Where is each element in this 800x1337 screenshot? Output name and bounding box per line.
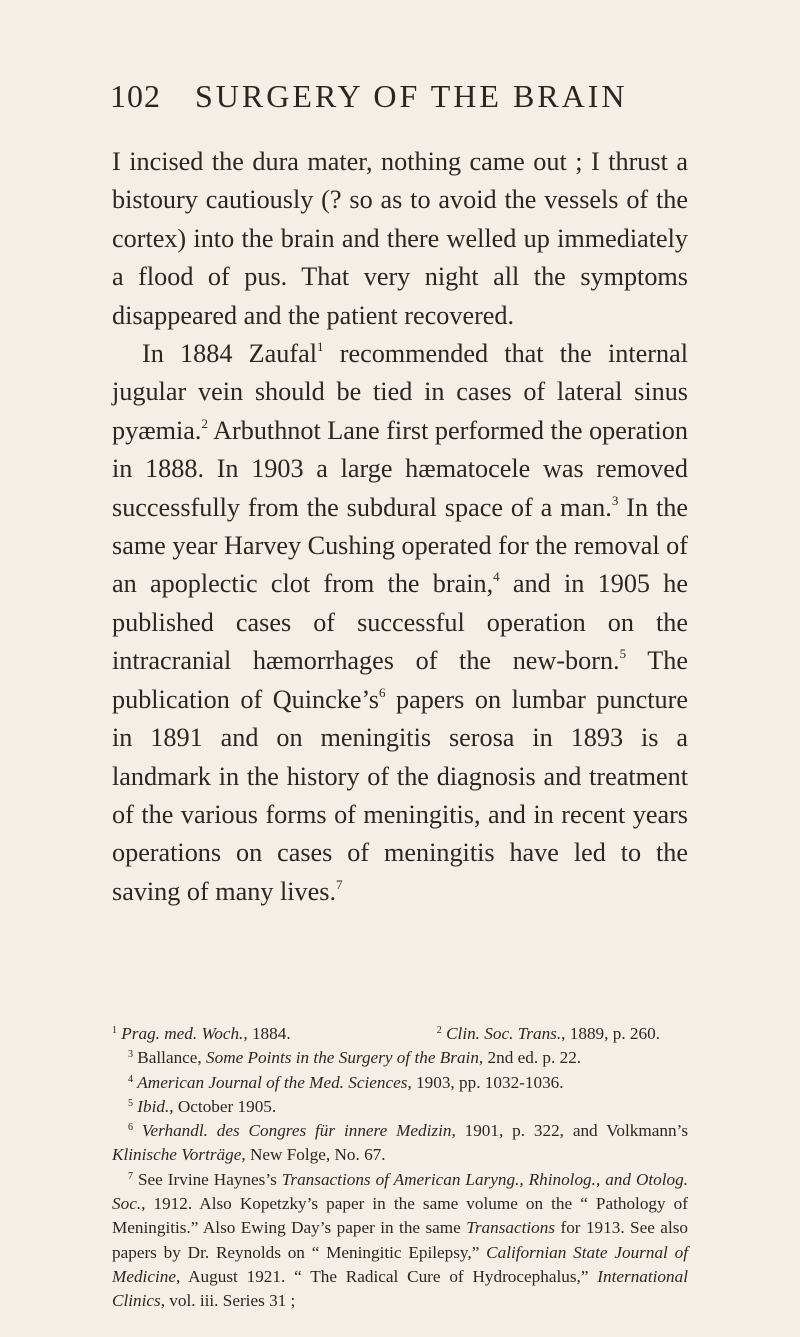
footnote-text: , vol. iii. Series 31 ;	[160, 1291, 296, 1311]
footnote-text: , 1901, p. 322, and Volkmann’s	[451, 1121, 689, 1141]
footnote-row	[112, 1022, 688, 1046]
footnote-3	[112, 1046, 688, 1070]
footnote-source: Ibid.	[137, 1096, 170, 1116]
footnote-ref-2[interactable]: 2	[201, 415, 208, 431]
footnote-number: 6	[128, 1122, 133, 1134]
footnote-text: , 1889, p. 260.	[561, 1024, 660, 1043]
text-run: Arbuthnot Lane first performed the operation in 1888. In 1903 a large hæmatocele was removed successfully from the subdural space of a man.	[112, 415, 688, 522]
footnote-source: Californian State Journal of Medicine	[112, 1242, 688, 1286]
body-text	[112, 143, 688, 911]
footnote-source: International Clinics	[112, 1266, 688, 1311]
footnote-number: 1	[112, 1025, 117, 1036]
footnote-2	[437, 1022, 660, 1046]
footnote-6	[112, 1119, 688, 1168]
footnote-number: 7	[128, 1170, 133, 1182]
footnote-text: , 2nd ed. p. 22.	[478, 1048, 582, 1068]
footnote-text: Ballance,	[137, 1048, 207, 1068]
footnote-text: , 1903, pp. 1032-1036.	[407, 1072, 564, 1092]
footnote-number: 5	[128, 1097, 133, 1109]
footnote-source: Clin. Soc. Trans.	[446, 1024, 562, 1043]
footnote-5	[112, 1095, 688, 1119]
paragraph-1: I incised the dura mater, nothing came out ; I thrust a bistoury cautiously (? so as to avoid the vessels of the cortex) into the brain and there welled up immediately a flood of pus. That very night all the symptoms disappeared and the patient recovered.	[112, 147, 688, 330]
footnote-ref-1[interactable]: 1	[317, 339, 324, 355]
footnote-source: Klinische Vorträge	[112, 1145, 242, 1165]
footnote-text: , 1912. Also Kopetzky’s paper in the same volume on the “ Pathology of Meningitis.” Also Ewing Day’s paper in the same	[112, 1194, 688, 1238]
text-run: In 1884 Zaufal	[142, 339, 317, 369]
footnote-source: Verhandl. des Congres für innere Medizin	[141, 1121, 452, 1141]
footnote-source: American Journal of the Med. Sciences	[137, 1072, 408, 1092]
footnote-source: Prag. med. Woch.	[121, 1024, 244, 1043]
footnote-number: 3	[128, 1049, 133, 1061]
text-run: papers on lumbar puncture in 1891 and on meningitis serosa in 1893 is a landmark in the history of the diagnosis and treatment of the various forms of meningitis, and in recent years operations on cases of meningitis have led to the saving of many lives.	[112, 684, 688, 906]
footnote-ref-6[interactable]: 6	[378, 684, 386, 700]
footnote-text: , New Folge, No. 67.	[241, 1145, 386, 1165]
footnote-7	[112, 1168, 688, 1314]
footnote-1	[112, 1022, 291, 1046]
footnote-text: , October 1905.	[169, 1096, 277, 1116]
footnote-text: , 1884.	[243, 1024, 291, 1043]
text-run: In the same year Harvey Cushing operated for the removal of an apoplectic clot from the brain,	[112, 492, 688, 599]
footnote-source: Transactions of American Laryng., Rhinolog., and Otolog. Soc.	[112, 1169, 689, 1214]
footnote-text: , August 1921. “ The Radical Cure of Hydrocephalus,”	[175, 1266, 598, 1286]
footnote-ref-5[interactable]: 5	[619, 646, 627, 662]
footnote-number: 2	[436, 1025, 442, 1036]
footnote-text: for 1913. See also papers by Dr. Reynolds on “ Meningitic Epilepsy,”	[112, 1218, 688, 1262]
footnote-source: Transactions	[466, 1218, 556, 1238]
text-run: recommended that the internal jugular vein should be tied in cases of lateral sinus pyæmia.	[112, 339, 688, 445]
page-number: 102	[110, 78, 161, 114]
text-run: and in 1905 he published cases of successful operation on the intracranial hæmorrhages of the new-born.	[112, 569, 688, 676]
text-run: The publication of Quincke’s	[112, 646, 688, 714]
footnote-4	[112, 1071, 688, 1095]
paragraph-2	[112, 335, 688, 911]
footnote-ref-7[interactable]: 7	[336, 876, 343, 892]
running-title: SURGERY OF THE BRAIN	[195, 78, 628, 114]
footnote-source: Some Points in the Surgery of the Brain	[206, 1048, 479, 1068]
footnotes	[112, 1022, 688, 1314]
footnote-text: See Irvine Haynes’s	[137, 1169, 282, 1189]
footnote-ref-3[interactable]: 3	[611, 492, 619, 508]
footnote-ref-4[interactable]: 4	[493, 569, 500, 585]
page-header	[110, 78, 690, 122]
footnote-number: 4	[128, 1073, 133, 1085]
